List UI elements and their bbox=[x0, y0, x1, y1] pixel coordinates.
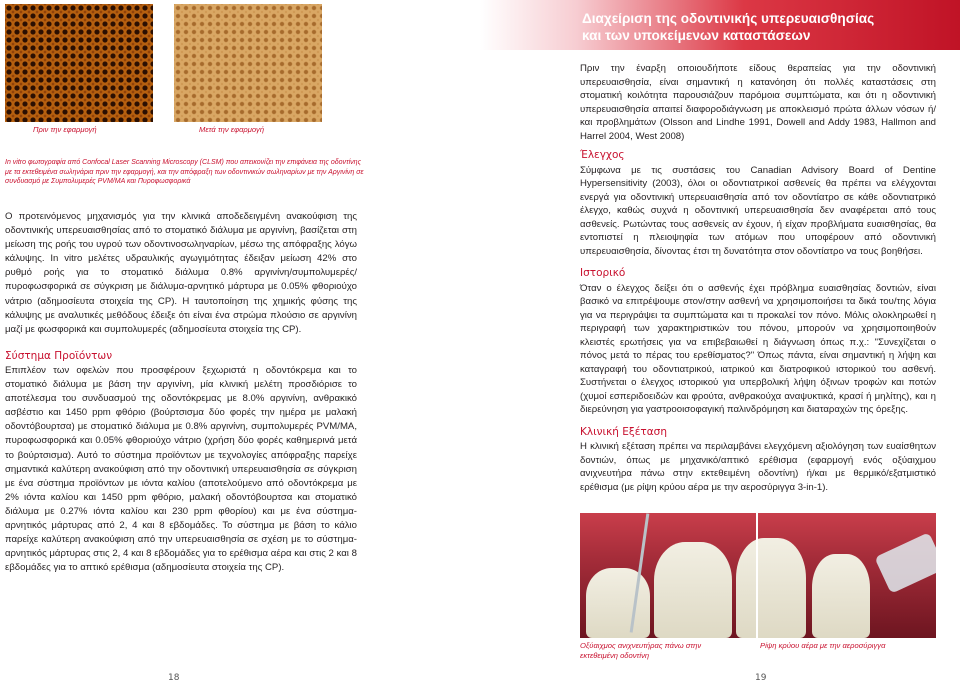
page-number: 19 bbox=[755, 673, 767, 683]
title-line-1: Διαχείριση της οδοντινικής υπερευαισθησίας bbox=[582, 11, 875, 26]
photo-caption-after: Μετά την εφαρμογή bbox=[199, 125, 265, 134]
section-heading-history: Ιστορικό bbox=[580, 267, 626, 279]
caption-probe: Οξύαιχμος ανιχνευτήρας πάνω στην εκτεθειμένη οδοντίνη bbox=[580, 641, 702, 660]
intro-paragraph: Πριν την έναρξη οποιουδήποτε είδους θεραπείας για την οδοντινική υπερευαισθησία, είναι σημαντική η κατανόηση ότι πολλές καταστάσεις στη στοματική κοιλότητα παρουσιάζουν παρόμοια συμπτώματα, και ότι η οδοντινική υπερευαισθησία απαιτεί διαφοροδιάγνωση με αποκλεισμό πρώτα άλλων νόσων ή/και προβλημάτων (Olsson and Lindhe 1991, Dowell and Addy 1983, Hallmon and Harrel 2004, West 2008) bbox=[580, 63, 936, 142]
photo-caption-before: Πριν την εφαρμογή bbox=[33, 125, 97, 134]
title-line-2: και των υποκείμενων καταστάσεων bbox=[582, 28, 811, 43]
right-text-column bbox=[580, 62, 936, 503]
section-heading-control: Έλεγχος bbox=[580, 149, 625, 161]
section-heading: Σύστημα Προϊόντων bbox=[5, 349, 113, 362]
body-paragraph: Η κλινική εξέταση πρέπει να περιλαμβάνει ελεγχόμενη αξιολόγηση των ευαίσθητων δοντιών, όπως με μηχανικό/απτικό ερέθισμα (εφαρμογή ενός οξύαιχμου ανιχνευτήρα πάνω στην εκτεθειμένη οδοντίνη) ή/και με θερμικό/εξατμιστικό ερέθισμα (με ρίψη κρύου αέρα με την αεροσύριγγα 3-in-1). bbox=[580, 441, 936, 493]
page-title bbox=[582, 10, 942, 44]
caption-air: Ρίψη κρύου αέρα με την αεροσύριγγα bbox=[760, 641, 886, 650]
image-caption: In vitro φωτογραφία από Confocal Laser Scanning Microscopy (CLSM) που απεικονίζει την επιφάνεια της οδοντίνης με τα εκτεθειμένα σωληνάρια πριν την εφαρμογή, και την απόφραξη των οδοντινικών σωληναρίων με την Αργινίνη σε συνδυασμό με Συμπολυμερές PVM/MA και Πυροφωσφορικά bbox=[5, 159, 364, 186]
body-paragraph: Ο προτεινόμενος μηχανισμός για την κλινικά αποδεδειγμένη ανακούφιση της οδοντινικής υπερευαισθησίας από το στοματικό διάλυμα με αργινίνη, βασίζεται στη μείωση της ροής του υγρού των οδοντινοσωληναρίων, μέσω της απόφραξης λόγω κάλυψης. In vitro μελέτες υδραυλικής αγωγιμότητας έδειξαν μείωση 42% στο ρυθμό ροής για το στοματικό διάλυμα 0.8% αργινίνη/συμπολυμερές/πυροφωσφορικά σε σύγκριση με διάλυμα-αρνητικό μάρτυρα με 0.05% φθοριούχο νάτριο (αδημοσίευτα στοιχεία της CP). Η ταυτοποίηση της χημικής φύσης της κάλυψης με αναλυτικές μεθόδους έδειξε ότι είναι ένα στρώμα πλούσιο σε αργινίνη μαζί με φωσφορικά και συμπολυμερές (αδημοσίευτα στοιχεία της CP). bbox=[5, 211, 357, 335]
clsm-photo-after bbox=[174, 4, 322, 122]
body-paragraph: Επιπλέον των οφελών που προσφέρουν ξεχωριστά η οδοντόκρεμα και το στοματικό διάλυμα με βάση την αργινίνη, μία κλινική μελέτη προσδιόρισε το αποτέλεσμα του συνδυασμού της οδοντόκρεμας με 8.0% αργινίνη, ανθρακικό ασβέστιο και 1450 ppm φθόριο (βούρτσισμα δύο φορές την ημέρα με μαλακή οδοντόβουρτσα) με στοματικό διάλυμα με 0.8% αργινίνη, συμπολυμερές PVM/MA, πυροφωσφορικά και 0.05% φθοριούχο νάτριο (χρήση δύο φορές καθημερινά μετά το βούρτσισμα). Αυτό το σύστημα προϊόντων με τεχνολογίες απόφραξης παρείχε σημαντικά καλύτερη ανακούφιση από την οδοντινική υπερευαισθησία σε σύγκριση με ένα σύστημα προϊόντων με ιόντα καλίου (αποτελούμενο από οδοντόκρεμα με 2% ιόντα καλίου και 1450 ppm φθόριο, μαλακή οδοντόβουρτσα και στοματικό διάλυμα με 0.27% ιόντα καλίου και 230 ppm φθορίου) και με ένα σύστημα-αρνητικός μάρτυρας από 2, 4 και 8 εβδομάδες. Το σύστημα με βάση το κάλιο παρείχε καλύτερη ανακούφιση από την υπερευαισθησία σε σχέση με το σύστημα-αρνητικός μάρτυρας στις 2, 4 και 8 εβδομάδες για το ερέθισμα αέρα και στις 2 και 8 εβδομάδες για το απτικό ερέθισμα (αδημοσίευτα στοιχεία της CP). bbox=[5, 364, 357, 574]
left-text-column bbox=[5, 210, 357, 587]
air-syringe bbox=[874, 532, 936, 594]
body-paragraph: Σύμφωνα με τις συστάσεις του Canadian Advisory Board of Dentine Hypersensitivity (2003), όλοι οι οδοντιατρικοί ασθενείς θα πρέπει να ελέγχονται ενεργά για οδοντινική υπερευαισθησία από τον οδοντίατρο σε κάθε οδοντιατρικό έλεγχο, καθώς συχνά η οδοντινική υπερευαισθησία δεν αναφέρεται από τους ασθενείς. Ρωτώντας τους ασθενείς αν έχουν, ή είχαν προβλήματα ευαισθησίας, θα εντοπιστεί η πλειοψηφία των ατόμων που υποφέρουν από οδοντινική υπερευαισθησία, δίνοντας έτσι τη δυνατότητα στον οδοντίατρο να τους βοηθήσει. bbox=[580, 164, 936, 257]
page-number: 18 bbox=[168, 673, 180, 683]
body-paragraph: Όταν ο έλεγχος δείξει ότι ο ασθενής έχει πρόβλημα ευαισθησίας δοντιών, είναι βασικό να επιτρέψουμε στον/στην ασθενή να χρησιμοποιήσει τα δικά του/της λόγια για να περιγράψει τα συμπτώματα και τι προκαλεί τον πόνο. Μόλις ολοκληρωθεί η περιγραφή των χαρακτηριστικών του πόνου, μπορούν να χρησιμοποιηθούν κλειστές ερωτήσεις για να επιβεβαιωθεί η διάγνωση όπως π.χ.: "Συνεχίζεται ο πόνος μετά το πέρας του ερεθίσματος?" Όπως πάντα, είναι σημαντική η λήψη και καταγραφή του οδοντιατρικού, ιατρικού και διατροφικού ιστορικού του ασθενή. Συστήνεται ο έλεγχος ιστορικού για υπερβολική λήψη όξινων τροφών και ποτών (χυμοί εσπεριδοειδών και φρούτα, ανθρακούχα αναψυκτικά, κρασί ή μηλίτης), και η διερεύνηση για γαστροοισοφαγική παλινδρόμηση και διαταραχών της όρεξης. bbox=[580, 282, 936, 415]
right-page bbox=[480, 0, 960, 685]
section-heading-exam: Κλινική Εξέταση bbox=[580, 425, 667, 438]
clinical-exam-photo bbox=[580, 513, 936, 638]
clsm-photo-before bbox=[5, 4, 153, 122]
